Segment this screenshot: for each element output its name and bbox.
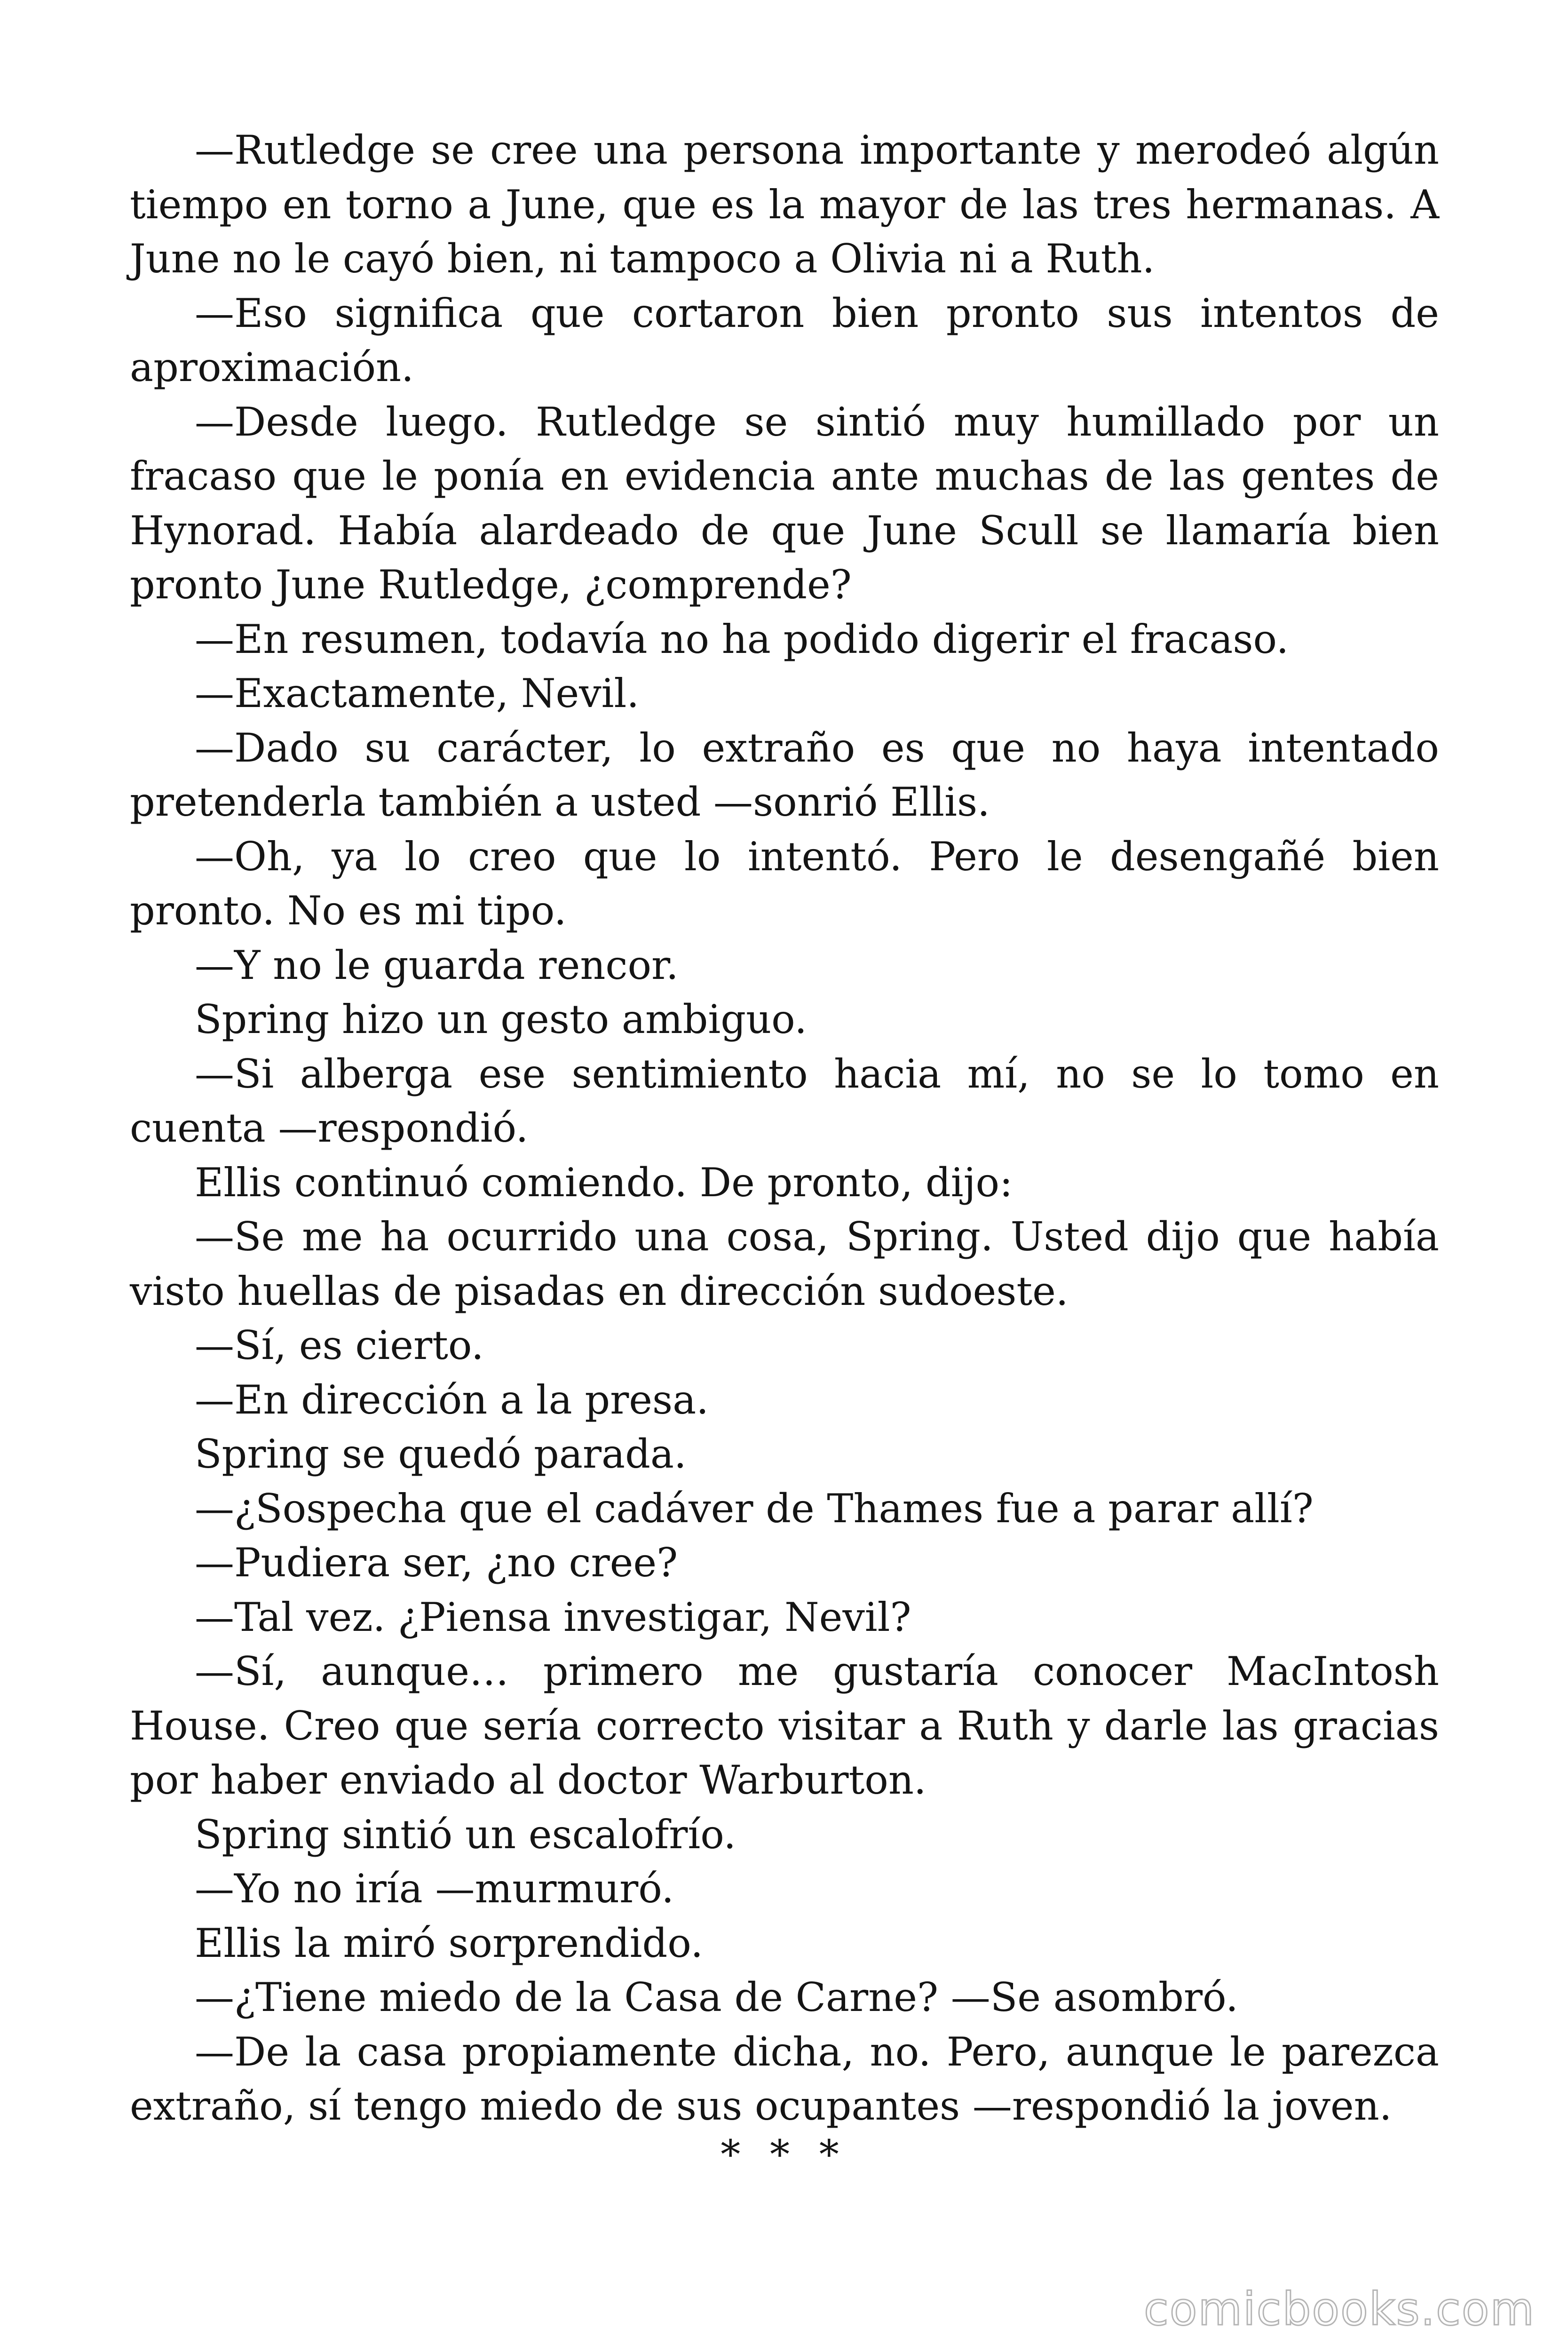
paragraph: —Oh, ya lo creo que lo intentó. Pero le desengañé bien pronto. No es mi tipo. — [130, 833, 1439, 934]
paragraph: Ellis continuó comiendo. De pronto, dijo: — [195, 1159, 1013, 1206]
paragraph: —¿Tiene miedo de la Casa de Carne? —Se asombró. — [195, 1974, 1238, 2020]
paragraph: Spring hizo un gesto ambiguo. — [195, 996, 807, 1042]
paragraph: —Exactamente, Nevil. — [195, 670, 640, 716]
paragraph: —Sí, es cierto. — [195, 1322, 484, 1368]
page-body — [130, 123, 1439, 2134]
paragraph: —Rutledge se cree una persona importante y merodeó algún tiempo en torno a June, que es la mayor de las tres hermanas. A June no le cayó bien, ni tampoco a Olivia ni a Ruth. — [130, 127, 1439, 282]
paragraph: —Y no le guarda rencor. — [195, 942, 679, 988]
paragraph: Spring se quedó parada. — [195, 1431, 687, 1477]
paragraph: —¿Sospecha que el cadáver de Thames fue a parar allí? — [195, 1485, 1314, 1532]
paragraph: —Sí, aunque… primero me gustaría conocer MacIntosh House. Creo que sería correcto visitar a Ruth y darle las gracias por haber enviado al doctor Warburton. — [130, 1648, 1439, 1803]
paragraph: Ellis la miró sorprendido. — [195, 1920, 704, 1966]
paragraph: Spring sintió un escalofrío. — [195, 1811, 736, 1858]
paragraph: —Yo no iría —murmuró. — [195, 1866, 674, 1912]
paragraph: —Se me ha ocurrido una cosa, Spring. Usted dijo que había visto huellas de pisadas en dirección sudoeste. — [130, 1214, 1439, 1314]
paragraph: —Pudiera ser, ¿no cree? — [195, 1540, 678, 1586]
paragraph: —Si alberga ese sentimiento hacia mí, no se lo tomo en cuenta —respondió. — [130, 1050, 1439, 1151]
paragraph: —En resumen, todavía no ha podido digerir el fracaso. — [195, 616, 1289, 662]
paragraph: —En dirección a la presa. — [195, 1376, 709, 1423]
paragraph: —Eso significa que cortaron bien pronto sus intentos de aproximación. — [130, 290, 1439, 390]
paragraph: —Tal vez. ¿Piensa investigar, Nevil? — [195, 1594, 911, 1640]
section-separator: * * * — [721, 2131, 847, 2177]
paragraph: —De la casa propiamente dicha, no. Pero, aunque le parezca extraño, sí tengo miedo de sus ocupantes —respondió la joven. — [130, 2028, 1439, 2129]
paragraph: —Desde luego. Rutledge se sintió muy humillado por un fracaso que le ponía en evidencia ante muchas de las gentes de Hynorad. Había alardeado de que June Scull se llamaría bien pronto June Rutledge, ¿comprende? — [130, 398, 1439, 608]
watermark: comicbooks.com — [1143, 2283, 1535, 2336]
paragraph: —Dado su carácter, lo extraño es que no haya intentado pretenderla también a usted —sonrió Ellis. — [130, 724, 1439, 825]
